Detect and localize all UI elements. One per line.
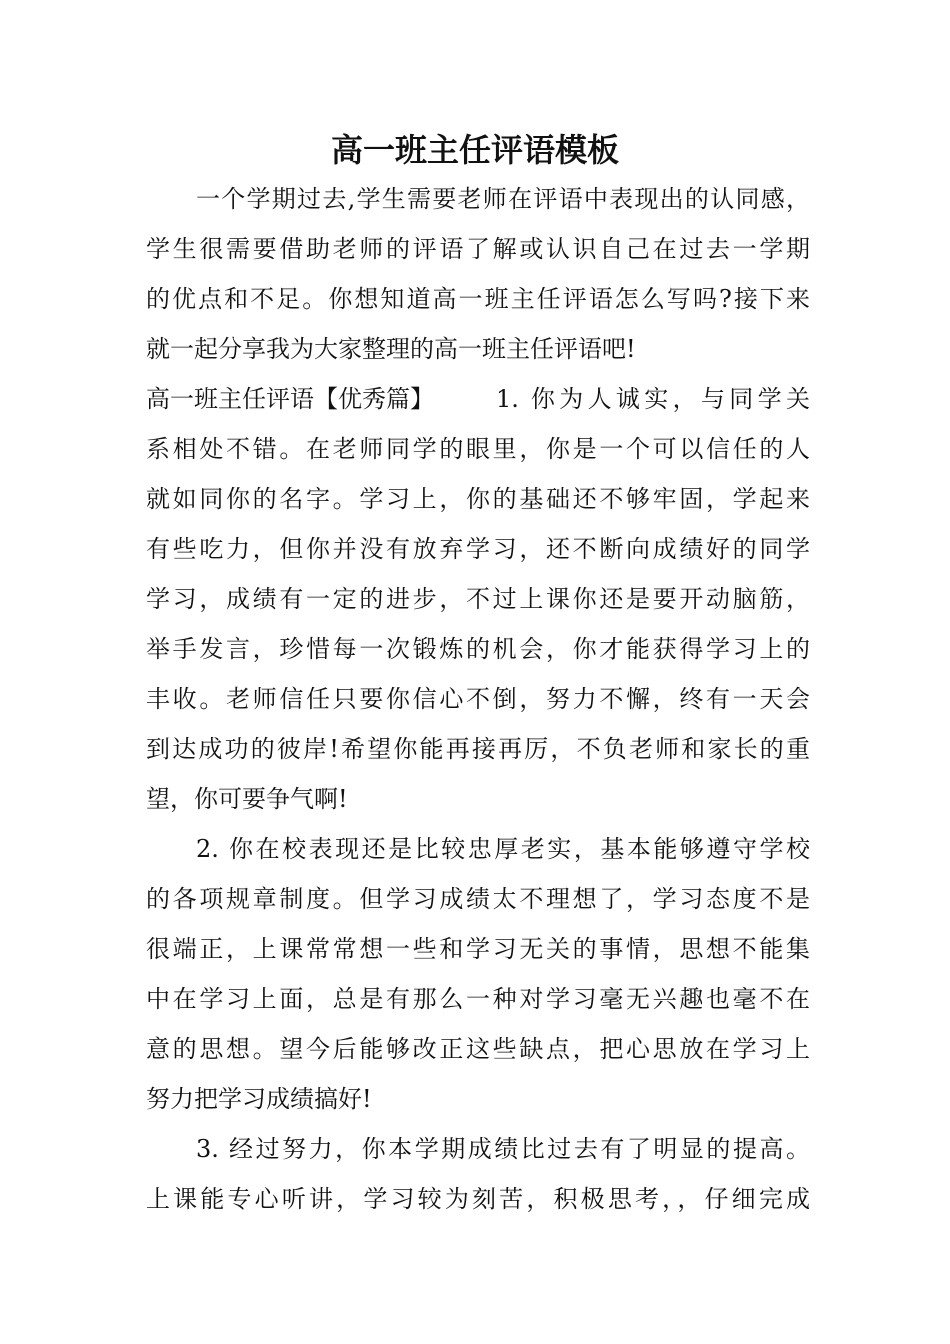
text-line: 就如同你的名字。学习上，你的基础还不够牢固，学起来 — [146, 485, 810, 513]
text-line: 丰收。老师信任只要你信心不倒，努力不懈，终有一天会 — [146, 685, 810, 713]
text-line: 意的思想。望今后能够改正这些缺点，把心思放在学习上 — [146, 1035, 810, 1063]
text-line — [146, 374, 810, 424]
document-body — [146, 174, 810, 1224]
text-line: 有些吃力，但你并没有放弃学习，还不断向成绩好的同学 — [146, 535, 810, 563]
text-line: 3. 经过努力，你本学期成绩比过去有了明显的提高。 — [196, 1135, 810, 1163]
text-line: 到达成功的彼岸!希望你能再接再厉，不负老师和家长的重 — [146, 735, 810, 763]
text-line: 学习，成绩有一定的进步，不过上课你还是要开动脑筋， — [146, 585, 810, 613]
text-line: 中在学习上面，总是有那么一种对学习毫无兴趣也毫不在 — [146, 985, 810, 1013]
text-line: 就一起分享我为大家整理的高一班主任评语吧! — [146, 335, 636, 363]
text-line: 望，你可要争气啊! — [146, 785, 348, 813]
text-line: 上课能专心听讲，学习较为刻苦，积极思考，，仔细完成 — [146, 1185, 810, 1213]
section-heading: 高一班主任评语【优秀篇】 — [146, 385, 434, 413]
text-line: 举手发言，珍惜每一次锻炼的机会，你才能获得学习上的 — [146, 635, 810, 663]
text-line: 系相处不错。在老师同学的眼里，你是一个可以信任的人 — [146, 435, 810, 463]
text-line: 的优点和不足。你想知道高一班主任评语怎么写吗?接下来 — [146, 285, 810, 313]
text-line: 很端正，上课常常想一些和学习无关的事情，思想不能集 — [146, 935, 810, 963]
text-line: 的各项规章制度。但学习成绩太不理想了，学习态度不是 — [146, 885, 810, 913]
text-segment: 1. 你为人诚实，与同学关 — [496, 385, 810, 413]
text-line: 一个学期过去,学生需要老师在评语中表现出的认同感， — [196, 185, 810, 213]
text-line: 学生很需要借助老师的评语了解或认识自己在过去一学期 — [146, 235, 810, 263]
text-line: 2. 你在校表现还是比较忠厚老实，基本能够遵守学校 — [196, 835, 810, 863]
document-title: 高一班主任评语模板 — [330, 131, 619, 169]
text-line: 努力把学习成绩搞好! — [146, 1085, 372, 1113]
